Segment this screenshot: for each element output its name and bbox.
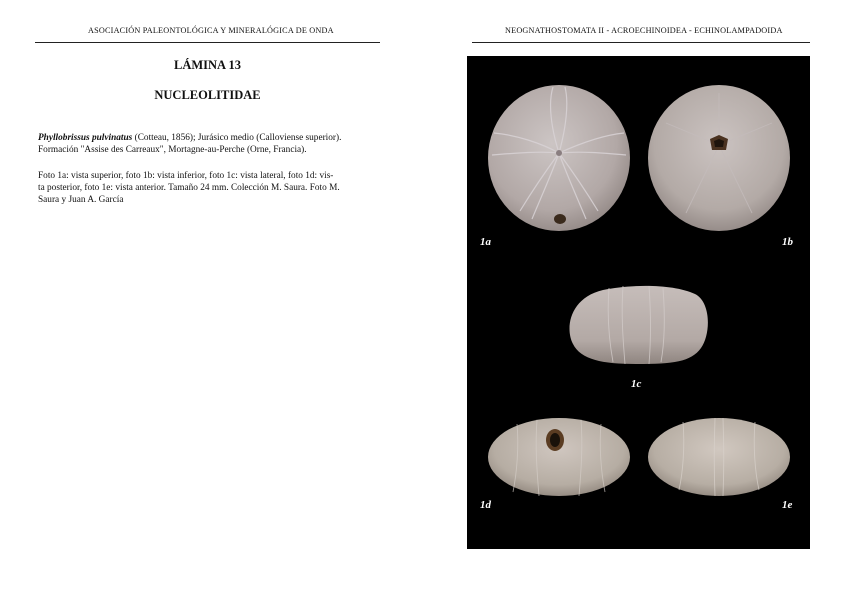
label-1b: 1b — [782, 236, 793, 248]
fossil-1a-top-view — [486, 83, 632, 233]
label-1c: 1c — [631, 378, 642, 390]
fossil-1e-anterior-view — [647, 416, 791, 498]
right-running-head: NEOGNATHOSTOMATA II - ACROECHINOIDEA - ECHINOLAMPADOIDA — [505, 26, 783, 35]
label-1e: 1e — [782, 499, 793, 511]
label-1d: 1d — [480, 499, 491, 511]
species-locality: Formación "Assise des Carreaux", Mortagne-au-Perche (Orne, Francia). — [38, 145, 307, 155]
photo-caption — [38, 170, 374, 206]
right-header-rule — [472, 42, 810, 43]
species-name: Phyllobrissus pulvinatus — [38, 133, 133, 143]
photo-caption-line2: ta posterior, foto 1e: vista anterior. Tamaño 24 mm. Colección M. Saura. Foto M. — [38, 183, 340, 193]
family-title: NUCLEOLITIDAE — [154, 88, 261, 102]
fossil-1b-bottom-view — [646, 83, 792, 233]
label-1a: 1a — [480, 236, 491, 248]
plate-title: LÁMINA 13 — [173, 58, 242, 72]
species-age: (Cotteau, 1856); Jurásico medio (Calloviense superior). — [132, 133, 342, 143]
left-running-head: ASOCIACIÓN PALEONTOLÓGICA Y MINERALÓGICA DE ONDA — [88, 26, 334, 35]
photo-caption-line1: Foto 1a: vista superior, foto 1b: vista inferior, foto 1c: vista lateral, foto 1d: vis- — [38, 171, 334, 181]
photo-caption-line3: Saura y Juan A. García — [38, 195, 124, 205]
fossil-1c-lateral-view — [563, 284, 711, 368]
left-header-rule — [35, 42, 380, 43]
fossil-1d-posterior-view — [487, 416, 631, 498]
species-caption — [38, 132, 374, 156]
fossil-plate — [467, 56, 810, 549]
